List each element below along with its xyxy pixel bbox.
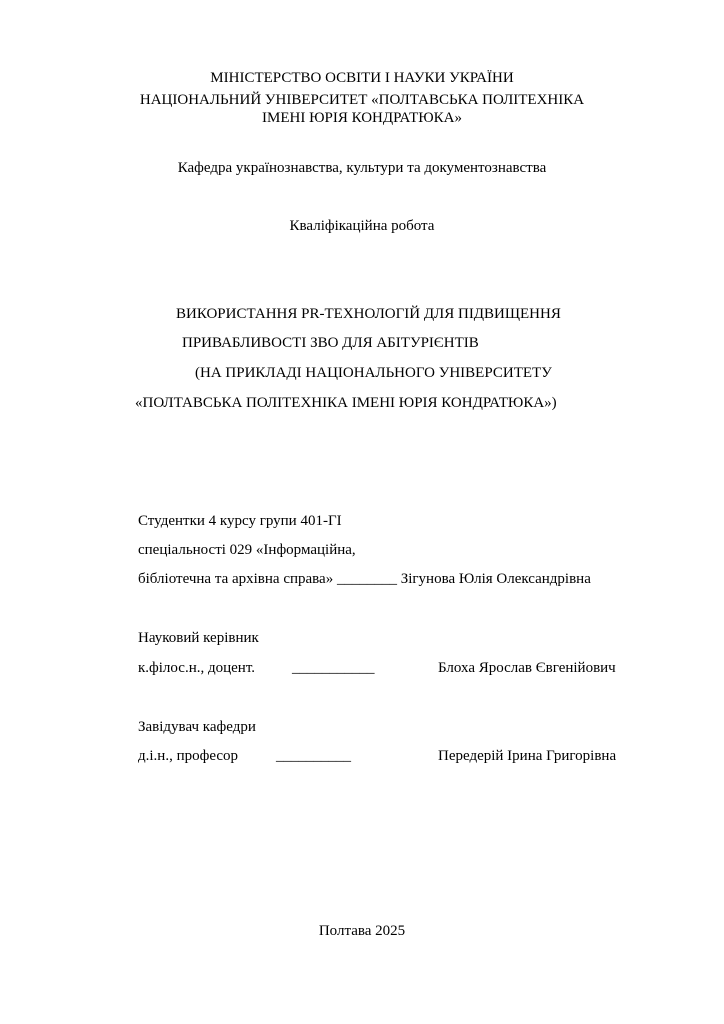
university-name-line-2: ІМЕНІ ЮРІЯ КОНДРАТЮКА» bbox=[262, 110, 462, 126]
thesis-title-line-3: (НА ПРИКЛАДІ НАЦІОНАЛЬНОГО УНІВЕРСИТЕТУ bbox=[195, 365, 552, 381]
head-of-department-role: Завідувач кафедри bbox=[138, 719, 256, 735]
work-type: Кваліфікаційна робота bbox=[289, 218, 435, 234]
head-of-department-name: Передерій Ірина Григорівна bbox=[438, 748, 617, 764]
student-specialty-name-signature: бібліотечна та архівна справа» ________ Зігунова Юлія Олександрівна bbox=[138, 571, 591, 587]
student-course-group: Студентки 4 курсу групи 401-ГІ bbox=[138, 513, 342, 529]
supervisor-degree: к.філос.н., доцент. bbox=[138, 660, 255, 676]
thesis-title-line-1: ВИКОРИСТАННЯ PR-ТЕХНОЛОГІЙ ДЛЯ ПІДВИЩЕННЯ bbox=[176, 306, 561, 322]
thesis-title-line-2: ПРИВАБЛИВОСТІ ЗВО ДЛЯ АБІТУРІЄНТІВ bbox=[182, 335, 479, 351]
university-name-line-1: НАЦІОНАЛЬНИЙ УНІВЕРСИТЕТ «ПОЛТАВСЬКА ПОЛІТЕХНІКА bbox=[139, 92, 585, 108]
student-specialty: спеціальності 029 «Інформаційна, bbox=[138, 542, 356, 558]
head-of-department-degree: д.і.н., професор bbox=[138, 748, 239, 764]
thesis-title-line-4: «ПОЛТАВСЬКА ПОЛІТЕХНІКА ІМЕНІ ЮРІЯ КОНДРАТЮКА») bbox=[135, 395, 557, 411]
supervisor-signature-line: ___________ bbox=[292, 660, 375, 676]
city-year: Полтава 2025 bbox=[318, 923, 406, 939]
ministry-name: МІНІСТЕРСТВО ОСВІТИ І НАУКИ УКРАЇНИ bbox=[210, 70, 514, 86]
head-of-department-signature-line: __________ bbox=[276, 748, 351, 764]
supervisor-role: Науковий керівник bbox=[138, 630, 259, 646]
department-name: Кафедра українознавства, культури та документознавства bbox=[177, 160, 547, 176]
supervisor-name: Блоха Ярослав Євгенійович bbox=[438, 660, 616, 676]
